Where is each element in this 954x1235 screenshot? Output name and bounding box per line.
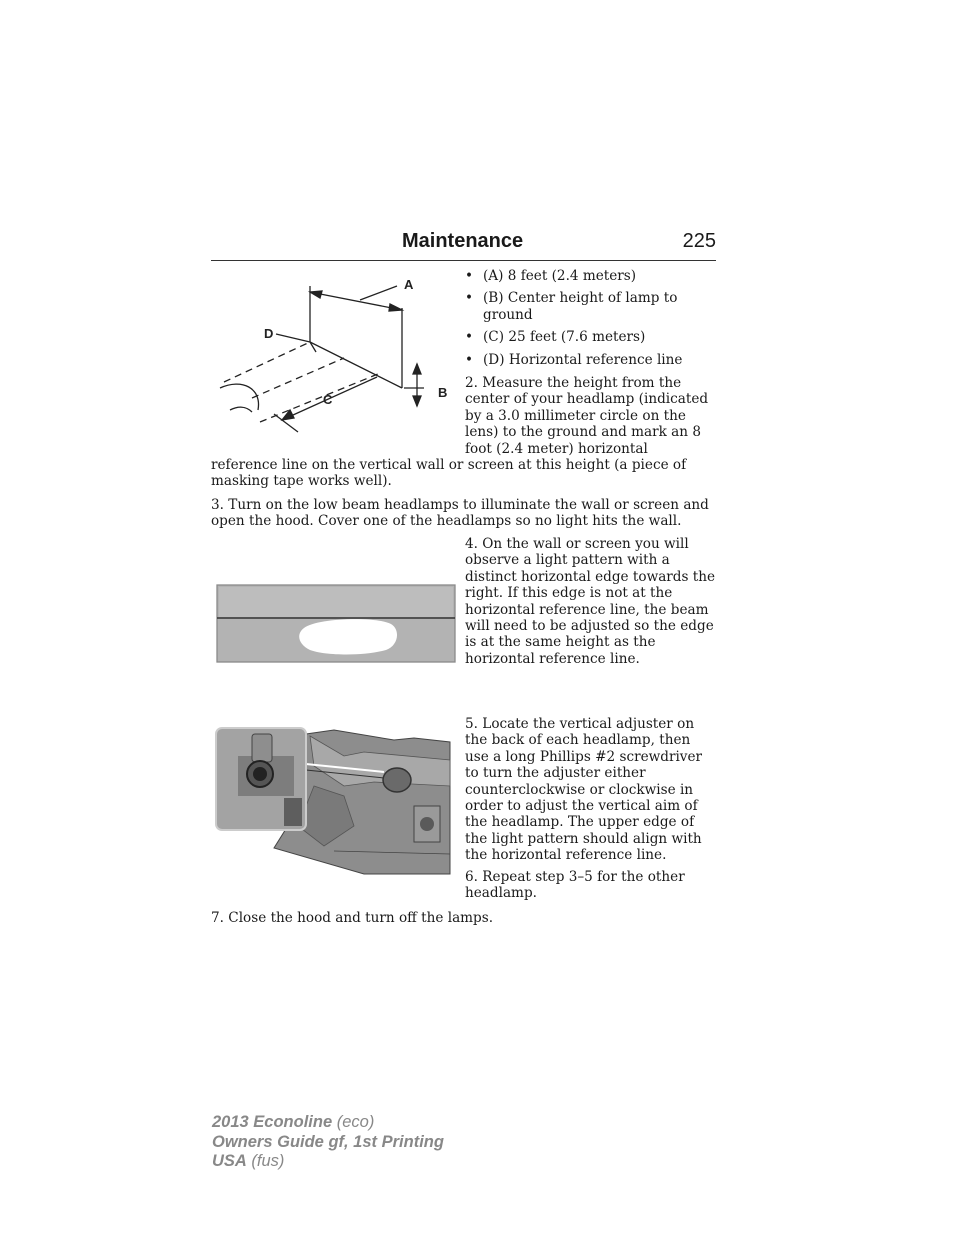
dimension-list (465, 268, 717, 374)
footer-guide: Owners Guide gf, 1st Printing (212, 1132, 444, 1151)
section-title: Maintenance (402, 230, 524, 252)
light-pattern-figure (216, 584, 456, 664)
list-item: • (A) 8 feet (2.4 meters) (465, 268, 637, 284)
bullet-glyph: • (465, 351, 474, 368)
footer-model: 2013 Econoline (212, 1113, 333, 1131)
step-6: 6. Repeat step 3–5 for the other headlamp. (465, 869, 685, 902)
headlamp-aim-diagram (212, 270, 460, 440)
footer-market: USA (212, 1152, 247, 1170)
footer-market-code: (fus) (246, 1152, 285, 1170)
list-item: • (B) Center height of lamp to ground (465, 290, 678, 323)
page-number: 225 (682, 230, 716, 252)
step-2-part-1: 2. Measure the height from the center of your headlamp (indicated by a 3.0 millimeter circle on the lens) to the ground and mark an 8 foot (2.4 meter) horizontal (465, 375, 709, 457)
vertical-adjuster-figure (214, 726, 452, 876)
step-4: 4. On the wall or screen you will observe a light pattern with a distinct horizontal edge towards the right. If this edge is not at the horizontal reference line, the beam will need to be adjusted so the edge is at the same height as the horizontal reference line. (465, 536, 716, 667)
label-a: A (404, 277, 414, 292)
list-item: • (D) Horizontal reference line (465, 351, 683, 368)
label-c: C (323, 392, 333, 407)
step-2-part-2: reference line on the vertical wall or screen at this height (a piece of masking tape works well). (211, 457, 687, 490)
label-b: B (438, 385, 448, 400)
step-3: 3. Turn on the low beam headlamps to illuminate the wall or screen and open the hood. Cover one of the headlamps so no light hits the wall. (211, 497, 709, 530)
footer-model-code: (eco) (332, 1113, 375, 1131)
step-7: 7. Close the hood and turn off the lamps. (211, 910, 494, 926)
label-d: D (264, 326, 274, 341)
page-header (211, 228, 716, 261)
bullet-glyph: • (465, 329, 474, 346)
list-item: • (C) 25 feet (7.6 meters) (465, 329, 646, 346)
document-footer (212, 1113, 444, 1172)
bullet-glyph: • (465, 290, 474, 307)
bullet-glyph: • (465, 268, 474, 284)
step-5: 5. Locate the vertical adjuster on the back of each headlamp, then use a long Phillips #2 screwdriver to turn the adjuster either counterclockwise or clockwise in order to adjust the vertical aim of the headlamp. The upper edge of the light pattern should align with the horizontal reference line. (465, 716, 703, 864)
